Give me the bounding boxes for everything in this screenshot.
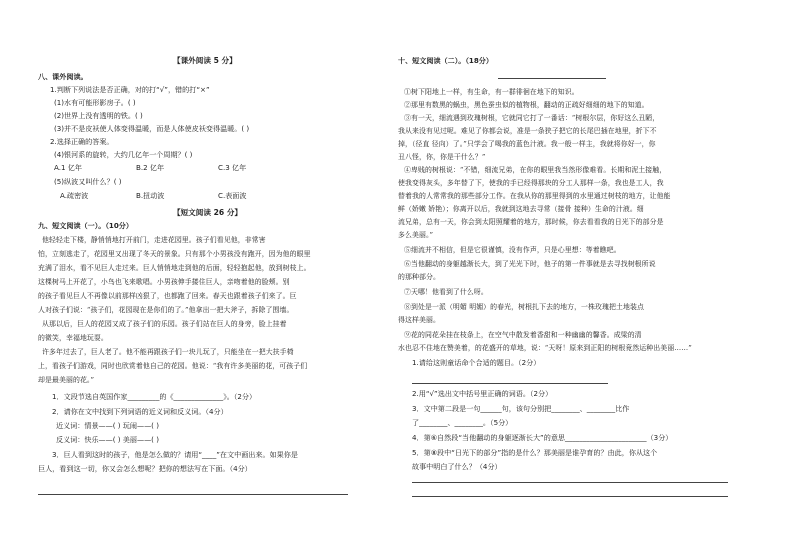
q10-item: 4．第⑥自然段“当他翻动的身躯逐渐长大”的意思_______________________（3分） — [412, 433, 673, 442]
answer-line[interactable] — [412, 496, 728, 497]
answer-line[interactable] — [412, 383, 608, 384]
passage-line: ④卑贱的树根说：“不错，细流兄弟，在你的眼里我当然形像难看。长期和泥土接触， — [404, 166, 667, 174]
q2-prompt: 2.选择正确的答案。 — [50, 137, 114, 146]
q9-item: 反义词：快乐——( ) 美丽——( ) — [56, 435, 159, 444]
left-column — [38, 0, 356, 550]
section-header-extracurricular: 【课外阅读 5 分】 — [173, 56, 237, 65]
title-answer-line[interactable] — [498, 78, 606, 79]
passage-line: 他轻轻走下楼，静悄悄地打开前门，走进花园里。孩子们看见他，非常害 — [42, 236, 266, 244]
passage-line: ⑦天哪！他看到了什么呀。 — [404, 288, 488, 296]
passage-line: ⑥当他翻动的身躯越渐长大，到了光光下时，他子的第一件事就是去寻找树根所说 — [404, 260, 656, 268]
passage-line: ⑤细流并不相信，但是它很谨慎，没有作声，只是心里想：等着瞧吧。 — [404, 246, 621, 254]
q9-item: 巨人，看到这一切，你又会怎么想呢？把你的想法写在下面。（4分） — [38, 464, 252, 473]
passage-line: 流兄弟，总有一天，你会到太阳照耀着的地方，那时候，你去看看我的日光下的部分是 — [398, 218, 664, 226]
passage-line: 多么美丽。” — [398, 231, 434, 239]
question-eight-heading: 八、课外阅读。 — [38, 72, 88, 81]
passage-line: 上，看孩子们游戏，同时也欣赏着他自己的花园。他说：“我有许多美丽的花，可孩子们 — [38, 362, 308, 370]
passage-line: 这棵树马上开花了，小鸟也飞来歌唱。小男孩伸手搂住巨人，亲吻着他的脸颊。别 — [38, 278, 290, 286]
q2a-option: C.3 亿年 — [218, 163, 247, 172]
q9-item: 2．请你在文中找到下列词语的近义词和反义词。（4分） — [52, 407, 228, 416]
passage-line: 丑八怪，你，你是干什么？” — [398, 153, 486, 161]
q1-item: (2)世界上没有透明的铁。( ) — [54, 111, 143, 120]
q10-item: 5．第⑧段中“日光下的部分”指的是什么？那美丽是谁孕育的？由此，你从这个 — [412, 448, 658, 457]
answer-line[interactable] — [38, 494, 348, 495]
q2b-option: C.表面波 — [218, 191, 247, 200]
q10-item: 了________、________。（5分） — [412, 418, 513, 427]
passage-line: 鲜（娇嫩 娇艳）；你离开以后，我就到这地去寻常（接骨 接种）生命的汁液。细 — [398, 205, 644, 213]
passage-line: 怕，立刻逃走了，花园里又出现了冬天的景象。只有那个小男孩没有跑开，因为他的眼里 — [38, 250, 311, 258]
q2b-option: A.疏密波 — [60, 191, 89, 200]
passage-line: 许多年过去了，巨人老了。他不能再跟孩子们一块儿玩了，只能坐在一把大扶手椅 — [42, 348, 294, 356]
q1-prompt: 1.判断下列说法是否正确，对的打“√”，错的打“×” — [50, 85, 210, 94]
section-header-short-reading: 【短文阅读 26 分】 — [173, 208, 243, 217]
q9-item: 1．文段节选自英国作家_________的《______________》。（2分） — [52, 392, 257, 401]
q10-item: 1.请给这则童话命个合适的题目。（2分） — [412, 358, 541, 367]
passage-line: 使我变得灰头，多年替了下，使我的手已经得那块的分工人那样一条，我也是工人，我 — [398, 179, 664, 187]
passage-line: ⑨花的同花朵挂在枝条上，在空气中散发着香甜和一种幽幽的馨香。成梁的清 — [404, 331, 642, 339]
q1-item: (3)并不是皮袄使人体变得温暖，而是人体使皮袄变得温暖。( ) — [54, 124, 250, 133]
passage-line: 充满了泪水，看不见巨人走过来。巨人悄悄地走到他的后面，轻轻抱起他，放到树枝上。 — [38, 264, 311, 272]
q1-item: (1)水有可能形影房子。( ) — [54, 98, 136, 107]
passage-line: ③有一天，细流遇到玫瑰树根，它就同它打了一番话：“树根尔层，你好这么丑陋， — [404, 114, 660, 122]
passage-line: 从那以后，巨人的花园又成了孩子们的乐园。孩子们站在巨人的身旁，脸上挂着 — [42, 320, 287, 328]
q9-item: 近义词：情景——( ) 玩闹——( ) — [56, 421, 159, 430]
q10-item: 2.用“√”选出文中括号里正确的词语。（2分） — [412, 389, 553, 398]
q9-item: 3．巨人看到这时的孩子，他是怎么做的？请用“____”在文中画出来。如果你是 — [52, 450, 298, 459]
question-nine-title: 九、短文阅读（一）。（10分） — [38, 221, 133, 230]
passage-line: 的那种部分。 — [398, 273, 440, 281]
passage-line: 的微笑，幸福地玩耍。 — [38, 334, 108, 342]
q2a-option: A.1 亿年 — [54, 163, 82, 172]
passage-line: 替着我的人常常我的那些部分工作。在我从你的那里得到的水里通过树枝的地方，让他能 — [398, 192, 671, 200]
passage-line: 我从来没有见过呢。难见了你都会说，准是一条狭子把它的长尾巴插在地里，折下不 — [398, 127, 657, 135]
passage-line: 得这样美丽。 — [398, 316, 440, 324]
q10-item: 3．文中第二段是一句______句，该句分别把________、________比作 — [412, 404, 630, 413]
q2-question-a: (4)银河系的旋转，大约几亿年一个周期？( ) — [54, 150, 193, 159]
q10-item: 故事中明白了什么？（4分） — [412, 462, 502, 471]
answer-line[interactable] — [412, 482, 728, 483]
passage-line: 掉，（径直 径向）了。”只学会了喝我的蓝色汁液。我一般一样主，我就将你好一，你 — [398, 140, 656, 148]
passage-line: 却是最美丽的花。” — [38, 376, 95, 384]
passage-line: ②那里有数黑的蜗虫，黑色蚕虫似的植物根，翻动的正疏好细细的地下的知道。 — [404, 101, 649, 109]
passage-line: 的孩子看见巨人不再像以前那样凶狠了，也都跑了回来。春天也跟着孩子们来了。巨 — [38, 292, 297, 300]
q2b-option: B.扭动波 — [136, 191, 165, 200]
passage-line: ①树下阳地上一样，有生命，有一群徘徊在地下的知识。 — [404, 88, 579, 96]
passage-line: ⑧到处是一派（明媚 明媚）的春光，树根扎下去的地方，一株玫瑰把土地装点 — [404, 303, 644, 311]
passage-line: 人对孩子们说：“孩子们，花园现在是你们的了。”他拿出一把大斧子，拆除了围墙。 — [38, 306, 294, 314]
q2-question-b: (5)纵波又叫什么？( ) — [54, 177, 122, 186]
right-column — [398, 0, 730, 550]
q2a-option: B.2 亿年 — [136, 163, 165, 172]
question-ten-title: 十、短文阅读（二）。（18分） — [398, 56, 493, 65]
passage-line: 水也忍不住地在赞美着，的花盛开的草地，说：“天呀！原来到正阳的树根竟然运种出美丽……” — [398, 344, 692, 352]
